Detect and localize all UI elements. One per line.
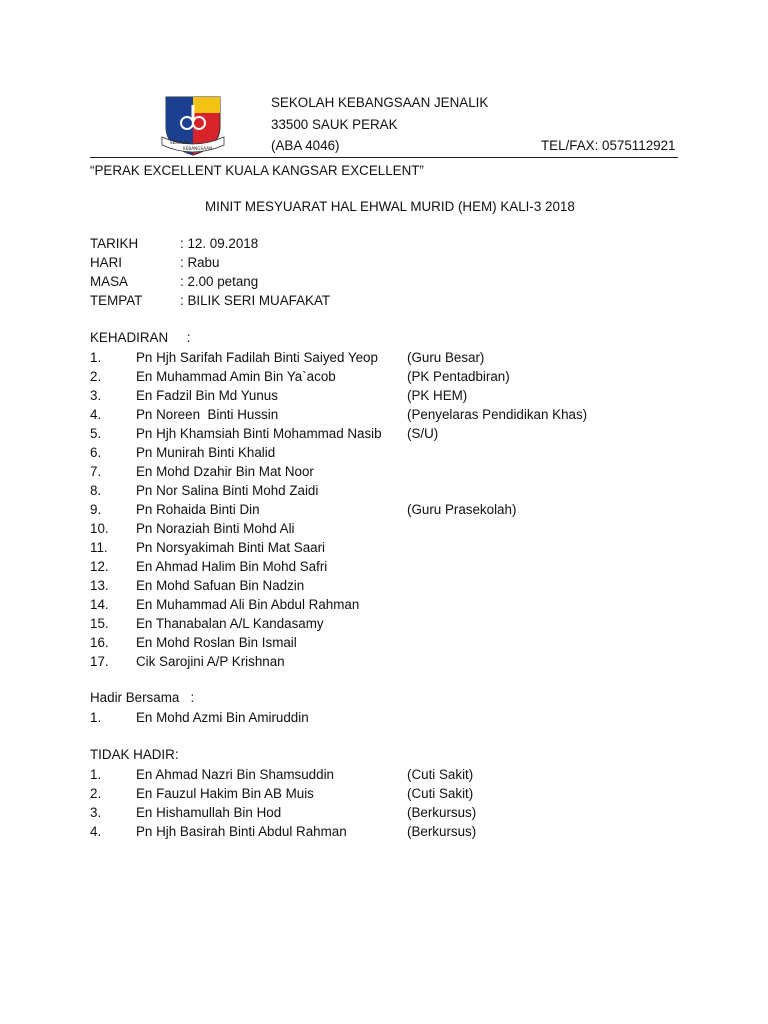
member-row: [0, 784, 768, 803]
member-row: [0, 481, 768, 500]
member-name: Pn Rohaida Binti Din: [136, 502, 260, 517]
member-role: (Cuti Sakit): [407, 767, 474, 782]
member-name: En Mohd Roslan Bin Ismail: [136, 635, 297, 650]
member-row: [0, 348, 768, 367]
member-row: [0, 462, 768, 481]
member-name: En Mohd Safuan Bin Nadzin: [136, 578, 305, 593]
member-role: (Berkursus): [407, 824, 477, 839]
member-name: Pn Noraziah Binti Mohd Ali: [136, 521, 295, 536]
tel-fax: TEL/FAX: 0575112921: [541, 138, 676, 153]
member-name: En Muhammad Ali Bin Abdul Rahman: [136, 597, 360, 612]
school-address: 33500 SAUK PERAK: [271, 117, 398, 132]
member-role: (Cuti Sakit): [407, 786, 474, 801]
member-name: Pn Hjh Sarifah Fadilah Binti Saiyed Yeop: [136, 350, 378, 365]
member-number: 11.: [90, 540, 108, 555]
slogan: “PERAK EXCELLENT KUALA KANGSAR EXCELLENT”: [90, 163, 424, 178]
member-row: [0, 765, 768, 784]
member-name: Pn Munirah Binti Khalid: [136, 445, 276, 460]
member-number: 10.: [90, 521, 109, 536]
member-role: (PK HEM): [407, 388, 468, 403]
logo-text-bottom: KEBANGSAAN: [183, 146, 213, 151]
member-number: 16.: [90, 635, 109, 650]
member-number: 7.: [90, 464, 102, 479]
info-row-hari: [0, 253, 768, 272]
member-role: (Penyelaras Pendidikan Khas): [407, 407, 588, 422]
member-name: Pn Nor Salina Binti Mohd Zaidi: [136, 483, 319, 498]
school-name: SEKOLAH KEBANGSAAN JENALIK: [271, 95, 489, 110]
member-row: [0, 443, 768, 462]
member-row: [0, 652, 768, 671]
member-name: En Muhammad Amin Bin Ya`acob: [136, 369, 336, 384]
member-number: 15.: [90, 616, 109, 631]
member-number: 2.: [90, 369, 102, 384]
member-number: 1.: [90, 350, 102, 365]
member-name: Pn Norsyakimah Binti Mat Saari: [136, 540, 326, 555]
member-row: [0, 405, 768, 424]
member-row: [0, 519, 768, 538]
info-value: : BILIK SERI MUAFAKAT: [180, 293, 331, 308]
member-role: (Berkursus): [407, 805, 477, 820]
member-number: 3.: [90, 388, 102, 403]
member-number: 17.: [90, 654, 109, 669]
member-name: En Thanabalan A/L Kandasamy: [136, 616, 324, 631]
member-number: 4.: [90, 407, 102, 422]
member-name: En Ahmad Nazri Bin Shamsuddin: [136, 767, 334, 782]
header-divider: [90, 157, 678, 158]
info-label: HARI: [90, 255, 122, 270]
info-value: : Rabu: [180, 255, 220, 270]
member-row: [0, 557, 768, 576]
member-role: (PK Pentadbiran): [407, 369, 510, 384]
member-row: [0, 424, 768, 443]
member-number: 3.: [90, 805, 102, 820]
member-number: 12.: [90, 559, 109, 574]
member-name: En Mohd Azmi Bin Amiruddin: [136, 710, 309, 725]
school-crest-logo: [160, 93, 226, 159]
member-name: En Hishamullah Bin Hod: [136, 805, 282, 820]
member-number: 5.: [90, 426, 102, 441]
member-number: 14.: [90, 597, 109, 612]
member-number: 2.: [90, 786, 102, 801]
member-role: (Guru Prasekolah): [407, 502, 517, 517]
info-row-masa: [0, 272, 768, 291]
member-role: (Guru Besar): [407, 350, 485, 365]
member-name: Cik Sarojini A/P Krishnan: [136, 654, 285, 669]
school-code: (ABA 4046): [271, 138, 340, 153]
member-role: (S/U): [407, 426, 439, 441]
member-number: 4.: [90, 824, 102, 839]
kehadiran-heading: KEHADIRAN :: [90, 330, 191, 345]
info-row-tempat: [0, 291, 768, 310]
info-label: TARIKH: [90, 236, 139, 251]
info-label: MASA: [90, 274, 128, 289]
member-number: 1.: [90, 767, 102, 782]
member-row: [0, 500, 768, 519]
member-row: [0, 386, 768, 405]
member-number: 6.: [90, 445, 102, 460]
member-row: [0, 822, 768, 841]
member-number: 1.: [90, 710, 102, 725]
member-row: [0, 803, 768, 822]
member-row: [0, 576, 768, 595]
member-name: En Fadzil Bin Md Yunus: [136, 388, 278, 403]
logo-text-top: SEKOLAH: [170, 140, 190, 145]
member-name: Pn Noreen Binti Hussin: [136, 407, 279, 422]
member-name: Pn Hjh Basirah Binti Abdul Rahman: [136, 824, 347, 839]
member-row: [0, 367, 768, 386]
member-number: 9.: [90, 502, 102, 517]
member-number: 13.: [90, 578, 109, 593]
member-name: En Ahmad Halim Bin Mohd Safri: [136, 559, 328, 574]
member-row: [0, 538, 768, 557]
member-name: En Fauzul Hakim Bin AB Muis: [136, 786, 314, 801]
member-row: [0, 633, 768, 652]
member-name: Pn Hjh Khamsiah Binti Mohammad Nasib: [136, 426, 382, 441]
member-number: 8.: [90, 483, 102, 498]
tidak-hadir-heading: TIDAK HADIR:: [90, 747, 179, 762]
member-row: [0, 595, 768, 614]
info-label: TEMPAT: [90, 293, 143, 308]
hadir-bersama-heading: Hadir Bersama :: [90, 690, 195, 705]
minutes-title: MINIT MESYUARAT HAL EHWAL MURID (HEM) KALI-3 2018: [205, 199, 575, 214]
member-name: En Mohd Dzahir Bin Mat Noor: [136, 464, 314, 479]
info-value: : 2.00 petang: [180, 274, 259, 289]
member-row: [0, 614, 768, 633]
member-row: [0, 708, 768, 727]
info-row-tarikh: [0, 234, 768, 253]
info-value: : 12. 09.2018: [180, 236, 259, 251]
